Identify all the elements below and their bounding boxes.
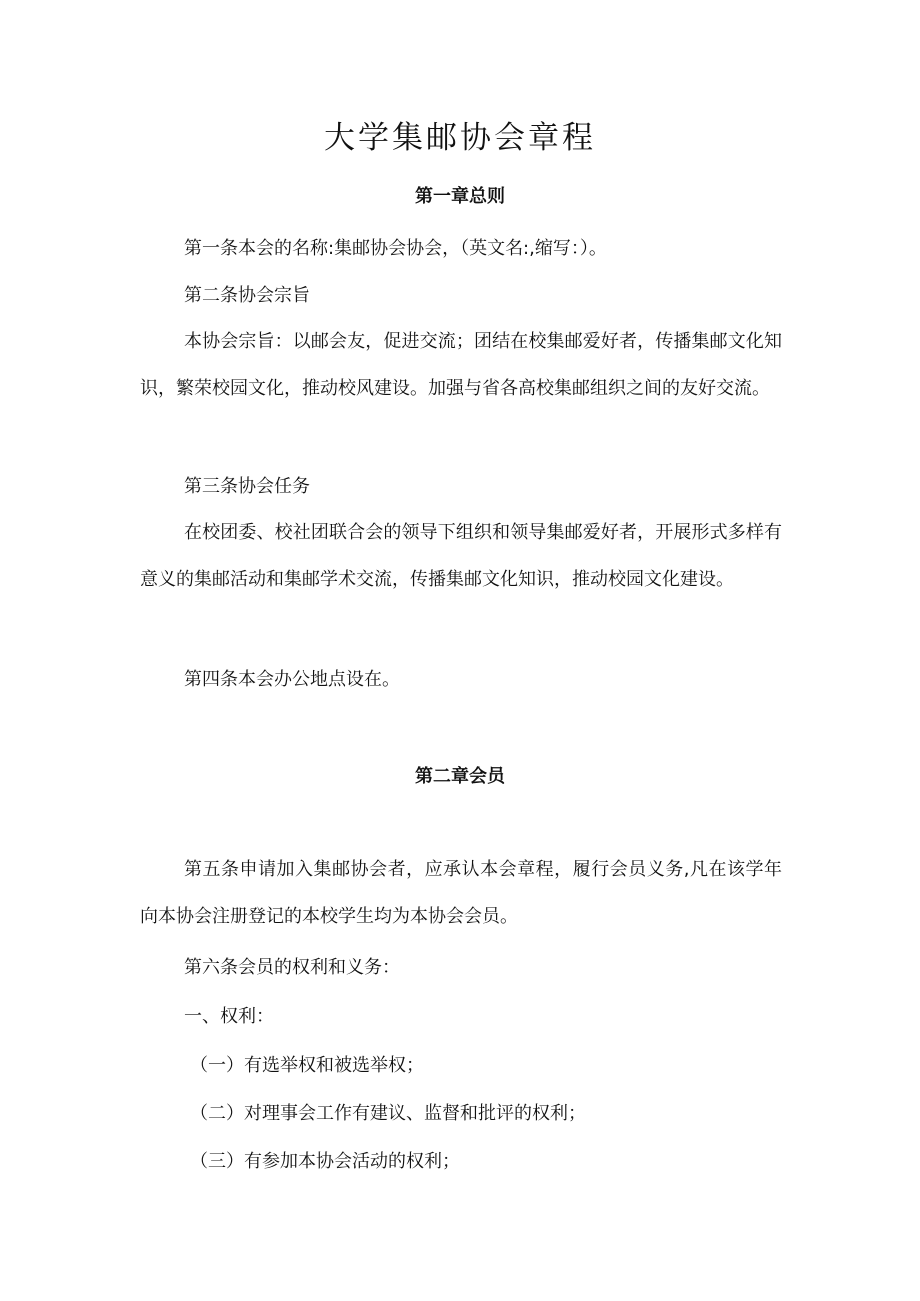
- document-title: 大学集邮协会章程: [324, 120, 596, 156]
- article-5-body: 第五条申请加入集邮协会者，应承认本会章程，履行会员义务,凡在该学年向本协会注册登记的本校学生均为本协会会员。: [140, 859, 782, 927]
- article-3-heading: 第三条协会任务: [184, 476, 310, 497]
- chapter-2-heading: 第二章会员: [415, 766, 505, 787]
- right-item-2: （二）对理事会工作有建议、监督和批评的权利；: [190, 1103, 586, 1124]
- article-2-heading: 第二条协会宗旨: [184, 285, 310, 306]
- chapter-1-heading: 第一章总则: [415, 186, 505, 207]
- article-3-body: 在校团委、校社团联合会的领导下组织和领导集邮爱好者，开展形式多样有意义的集邮活动和集邮学术交流，传播集邮文化知识，推动校园文化建设。: [140, 522, 782, 590]
- rights-heading: 一、权利：: [184, 1006, 274, 1027]
- article-1: 第一条本会的名称:集邮协会协会，（英文名:,缩写：）。: [184, 238, 607, 259]
- article-2-body: 本协会宗旨：以邮会友，促进交流；团结在校集邮爱好者，传播集邮文化知识，繁荣校园文化，推动校风建设。加强与省各高校集邮组织之间的友好交流。: [140, 331, 782, 399]
- right-item-3: （三）有参加本协会活动的权利；: [190, 1151, 460, 1172]
- right-item-1: （一）有选举权和被选举权；: [190, 1055, 424, 1076]
- article-4: 第四条本会办公地点设在。: [184, 669, 400, 690]
- article-6-heading: 第六条会员的权利和义务：: [184, 957, 400, 978]
